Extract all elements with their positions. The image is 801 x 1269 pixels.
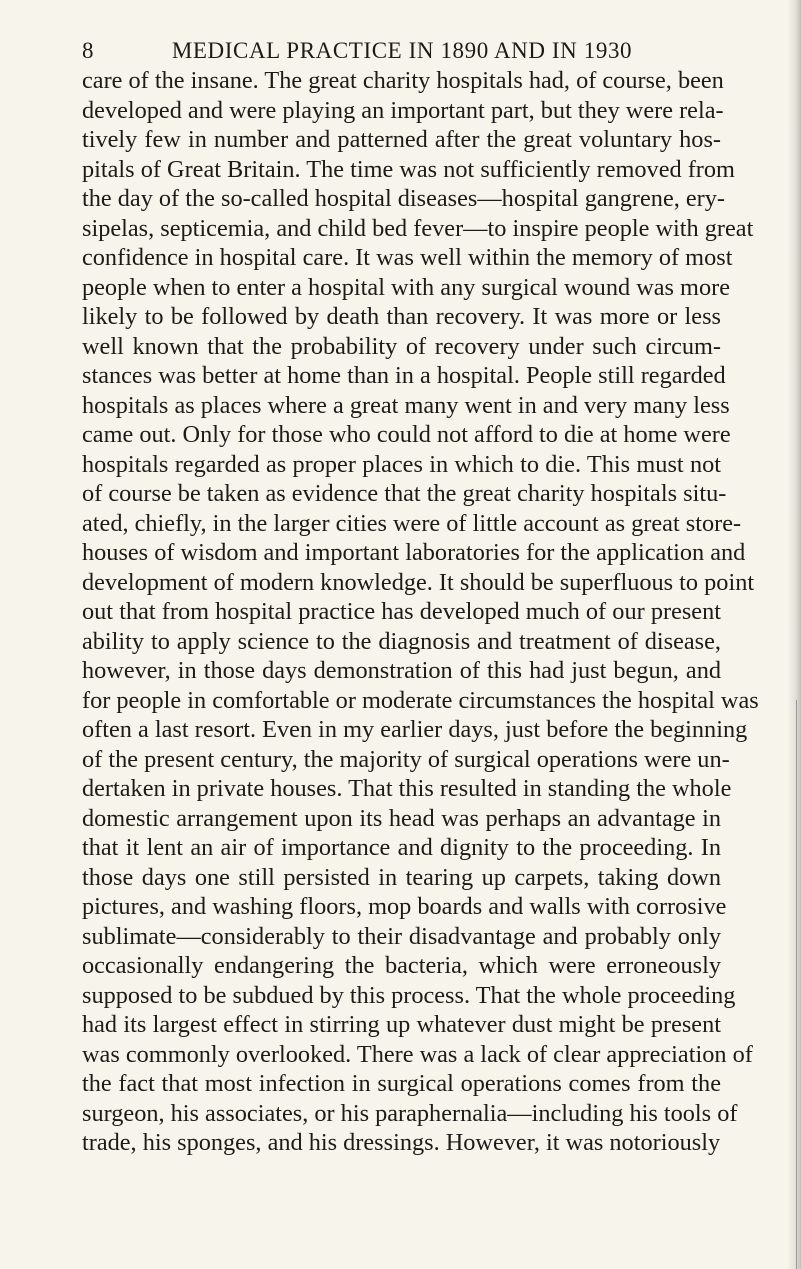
text-line: well known that the probability of recovery under such circum-: [82, 332, 721, 360]
text-line: was commonly overlooked. There was a lack of clear appreciation of: [82, 1040, 753, 1068]
page-edge-line: [796, 700, 797, 1269]
text-line: occasionally endangering the bacteria, which were erroneously: [82, 952, 721, 979]
text-line: out that from hospital practice has developed much of our present: [82, 598, 721, 625]
page-header: [82, 36, 722, 66]
text-line: likely to be followed by death than recovery. It was more or less: [82, 303, 721, 330]
text-line: developed and were playing an important part, but they were rela-: [82, 96, 724, 124]
text-line: development of modern knowledge. It should be superfluous to point: [82, 568, 755, 596]
text-line: houses of wisdom and important laboratories for the application and: [82, 539, 746, 566]
text-line: ated, chiefly, in the larger cities were of little account as great store-: [82, 509, 742, 537]
page-edge-shadow: [787, 0, 801, 1269]
running-head: MEDICAL PRACTICE IN 1890 AND IN 1930: [171, 38, 633, 63]
text-line: however, in those days demonstration of this had just begun, and: [82, 657, 721, 684]
text-line: the fact that most infection in surgical operations comes from the: [82, 1070, 721, 1097]
text-line: often a last resort. Even in my earlier days, just before the beginning: [82, 716, 748, 743]
text-line: came out. Only for those who could not afford to die at home were: [82, 421, 731, 448]
text-line: dertaken in private houses. That this resulted in standing the whole: [82, 775, 732, 802]
text-line: ability to apply science to the diagnosis and treatment of disease,: [82, 627, 721, 655]
text-line: people when to enter a hospital with any surgical wound was more: [82, 273, 730, 301]
text-line: sipelas, septicemia, and child bed fever—to inspire people with great: [82, 214, 754, 242]
text-line: hospitals as places where a great many went in and very many less: [82, 391, 730, 419]
text-line: sublimate—considerably to their disadvantage and probably only: [82, 922, 721, 950]
text-line: pitals of Great Britain. The time was not sufficiently removed from: [82, 155, 735, 183]
text-line: for people in comfortable or moderate circumstances the hospital was: [82, 686, 759, 714]
text-line: of course be taken as evidence that the great charity hospitals situ-: [82, 480, 727, 507]
text-line: the day of the so-called hospital diseases—hospital gangrene, ery-: [82, 185, 725, 212]
text-line: surgeon, his associates, or his paraphernalia—including his tools of: [82, 1099, 738, 1127]
text-line: stances was better at home than in a hospital. People still regarded: [82, 362, 726, 389]
text-line: those days one still persisted in tearing up carpets, taking down: [82, 863, 721, 891]
text-line: domestic arrangement upon its head was perhaps an advantage in: [82, 804, 721, 832]
text-line: tively few in number and patterned after the great voluntary hos-: [82, 126, 721, 153]
text-line: care of the insane. The great charity hospitals had, of course, been: [82, 67, 724, 94]
text-line: hospitals regarded as proper places in which to die. This must not: [82, 450, 721, 478]
text-line: trade, his sponges, and his dressings. However, it was notoriously: [82, 1129, 721, 1156]
text-line: that it lent an air of importance and dignity to the proceeding. In: [82, 834, 721, 861]
text-line: confidence in hospital care. It was well within the memory of most: [82, 244, 733, 271]
page-number: 8: [82, 38, 95, 63]
text-line: supposed to be subdued by this process. That the whole proceeding: [82, 981, 736, 1009]
body-paragraph: [82, 66, 759, 1158]
text-line: pictures, and washing floors, mop boards and walls with corrosive: [82, 893, 727, 920]
text-line: of the present century, the majority of surgical operations were un-: [82, 745, 730, 773]
text-line: had its largest effect in stirring up whatever dust might be present: [82, 1011, 721, 1038]
